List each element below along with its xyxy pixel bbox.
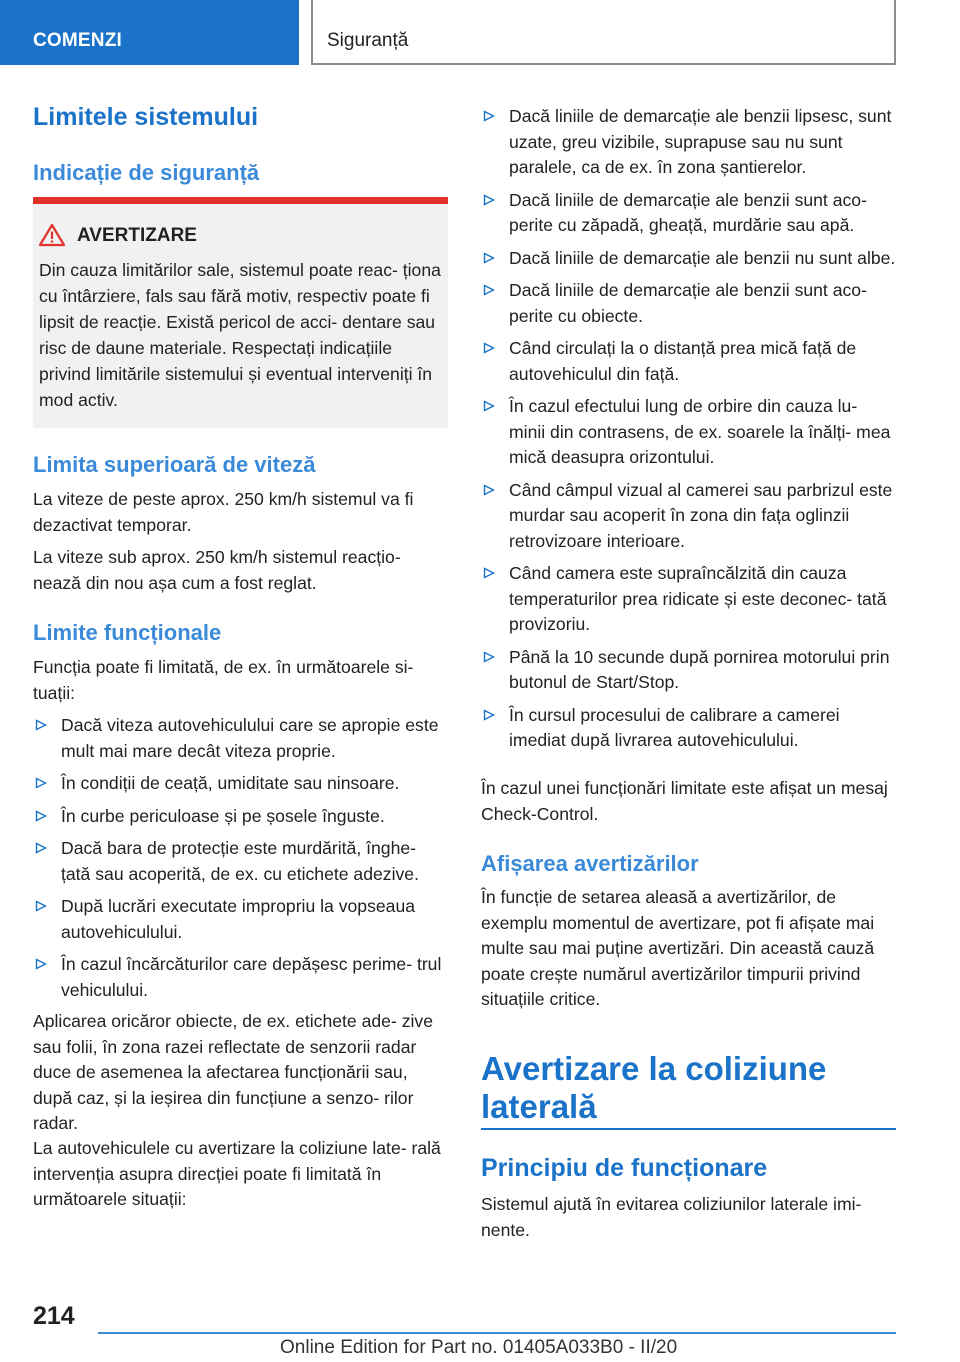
list-item [481, 478, 896, 555]
warning-triangle-icon [38, 223, 66, 247]
list-item-text: Dacă liniile de demarcație ale benzii sunt aco‐ perite cu zăpadă, gheață, murdărie sau apă. [509, 189, 867, 235]
footer-divider [98, 1332, 896, 1334]
limits-paragraph-1: Aplicarea oricăror obiecte, de ex. etichete ade‐ zive sau folii, în zona razei reflectate de senzorii radar duce de asemenea la afectarea funcționării sau, după caz, și la ieșirea din funcțiune a senzo‐ rilor radar. [33, 1011, 433, 1133]
triangle-bullet-icon [483, 400, 495, 412]
warning-box [33, 197, 448, 428]
check-control-paragraph: În cazul unei funcționări limitate este afișat un mesaj Check-Control. [481, 778, 888, 824]
section-divider [481, 1128, 896, 1130]
list-item-text: Când câmpul vizual al camerei sau parbrizul este murdar sau acoperit în zona din fața oglinzii retrovizoare interioare. [509, 479, 893, 551]
list-item-text: Dacă bara de protecție este murdărită, înghe‐ țată sau acoperită, de ex. cu etichete adezive. [61, 838, 419, 884]
triangle-bullet-icon [35, 842, 47, 854]
list-item [481, 703, 896, 754]
limits-intro: Funcția poate fi limitată, de ex. în următoarele si‐ tuații: [33, 657, 414, 703]
speed-paragraph-2: La viteze sub aprox. 250 km/h sistemul reacțio‐ nează din nou așa cum a fost reglat. [33, 547, 401, 593]
list-item-text: Dacă liniile de demarcație ale benzii nu sunt albe. [509, 247, 896, 268]
chapter-title: Siguranță [327, 30, 409, 51]
triangle-bullet-icon [483, 342, 495, 354]
limits-heading: Limite funcționale [33, 620, 222, 645]
list-item-text: În cazul încărcăturilor care depășesc perime‐ trul vehiculului. [61, 954, 442, 1000]
list-item-text: Până la 10 secunde după pornirea motorului prin butonul de Start/Stop. [509, 646, 890, 692]
triangle-bullet-icon [483, 567, 495, 579]
triangle-bullet-icon [35, 810, 47, 822]
footer-edition: Online Edition for Part no. 01405A033B0 - II/20 [280, 1337, 678, 1358]
section-title: COMENZI [33, 30, 123, 51]
triangle-bullet-icon [483, 709, 495, 721]
list-item-text: În curbe periculoase și pe șosele înguste. [61, 805, 385, 826]
triangle-bullet-icon [35, 719, 47, 731]
list-item [33, 804, 448, 830]
list-item-text: În cazul efectului lung de orbire din cauza lu‐ minii din contrasens, de ex. soarele la înălți‐ mea mică deasupra orizontului. [509, 396, 891, 467]
page-number: 214 [33, 1302, 75, 1330]
warning-label: AVERTIZARE [77, 225, 197, 246]
section-title-lateral-collision: Avertizare la coliziune laterală [481, 1050, 827, 1125]
principle-text: Sistemul ajută în evitarea coliziunilor laterale imi‐ nente. [481, 1194, 862, 1240]
warning-display-heading: Afișarea avertizărilor [481, 851, 699, 876]
list-item-text: Când circulați la o distanță prea mică față de autovehiculul din față. [509, 338, 857, 384]
list-item-text: Dacă liniile de demarcație ale benzii sunt aco‐ perite cu obiecte. [509, 280, 867, 326]
section-tab [0, 0, 299, 65]
triangle-bullet-icon [483, 110, 495, 122]
triangle-bullet-icon [35, 777, 47, 789]
list-item [481, 645, 896, 696]
camera-limits-list [481, 104, 896, 761]
speed-heading: Limita superioară de viteză [33, 452, 316, 477]
list-item-text: Când camera este supraîncălzită din cauza temperaturilor prea ridicate și este deconec‐ tată provizoriu. [509, 563, 887, 634]
list-item [481, 561, 896, 638]
triangle-bullet-icon [35, 958, 47, 970]
list-item [481, 278, 896, 329]
list-item [481, 246, 896, 272]
list-item-text: În condiții de ceață, umiditate sau ninsoare. [61, 773, 400, 793]
list-item-text: Dacă liniile de demarcație ale benzii lipsesc, sunt uzate, greu vizibile, suprapuse sau nu sunt paralele, ca de ex. în zona șantierelor. [509, 106, 892, 177]
triangle-bullet-icon [483, 194, 495, 206]
list-item-text: În cursul procesului de calibrare a camerei imediat după livrarea autovehiculului. [509, 704, 840, 750]
safety-heading: Indicație de siguranță [33, 160, 260, 185]
list-item [481, 188, 896, 239]
list-item [481, 394, 896, 471]
list-item [33, 713, 448, 764]
list-item-text: După lucrări executate impropriu la vopseaua autovehiculului. [61, 896, 416, 942]
list-item-text: Dacă viteza autovehiculului care se apropie este mult mai mare decât viteza proprie. [61, 715, 439, 761]
chapter-tab [311, 0, 896, 65]
limits-list [33, 713, 448, 1010]
page-title: Limitele sistemului [33, 103, 259, 131]
list-item [33, 952, 448, 1003]
speed-paragraph-1: La viteze de peste aprox. 250 km/h sistemul va fi dezactivat temporar. [33, 489, 414, 535]
triangle-bullet-icon [483, 252, 495, 264]
list-item [33, 836, 448, 887]
limits-paragraph-2: La autovehiculele cu avertizare la coliziune late‐ rală intervenția asupra direcției poate fi limitată în următoarele situații: [33, 1138, 441, 1209]
warning-text: Din cauza limitărilor sale, sistemul poate reac‐ ționa cu întârziere, fals sau fără motiv, respectiv poate fi lipsit de reacție. Există pericol de acci‐ dentare sau risc de daune materiale. Respectați indicațiile privind limitările sistemului și eventual interveniți în mod activ. [39, 260, 441, 410]
triangle-bullet-icon [483, 284, 495, 296]
warning-display-text: În funcție de setarea aleasă a avertizărilor, de exemplu momentul de avertizare, pot fi afișate mai multe sau mai puține avertizări. Din această cauză poate crește numărul avertizărilor timpurii privind situațiile critice. [481, 887, 875, 1009]
triangle-bullet-icon [35, 900, 47, 912]
list-item [33, 771, 448, 797]
principle-heading: Principiu de funcționare [481, 1154, 768, 1182]
list-item [481, 104, 896, 181]
warning-bar [33, 197, 448, 204]
triangle-bullet-icon [483, 651, 495, 663]
list-item [33, 894, 448, 945]
list-item [481, 336, 896, 387]
triangle-bullet-icon [483, 484, 495, 496]
